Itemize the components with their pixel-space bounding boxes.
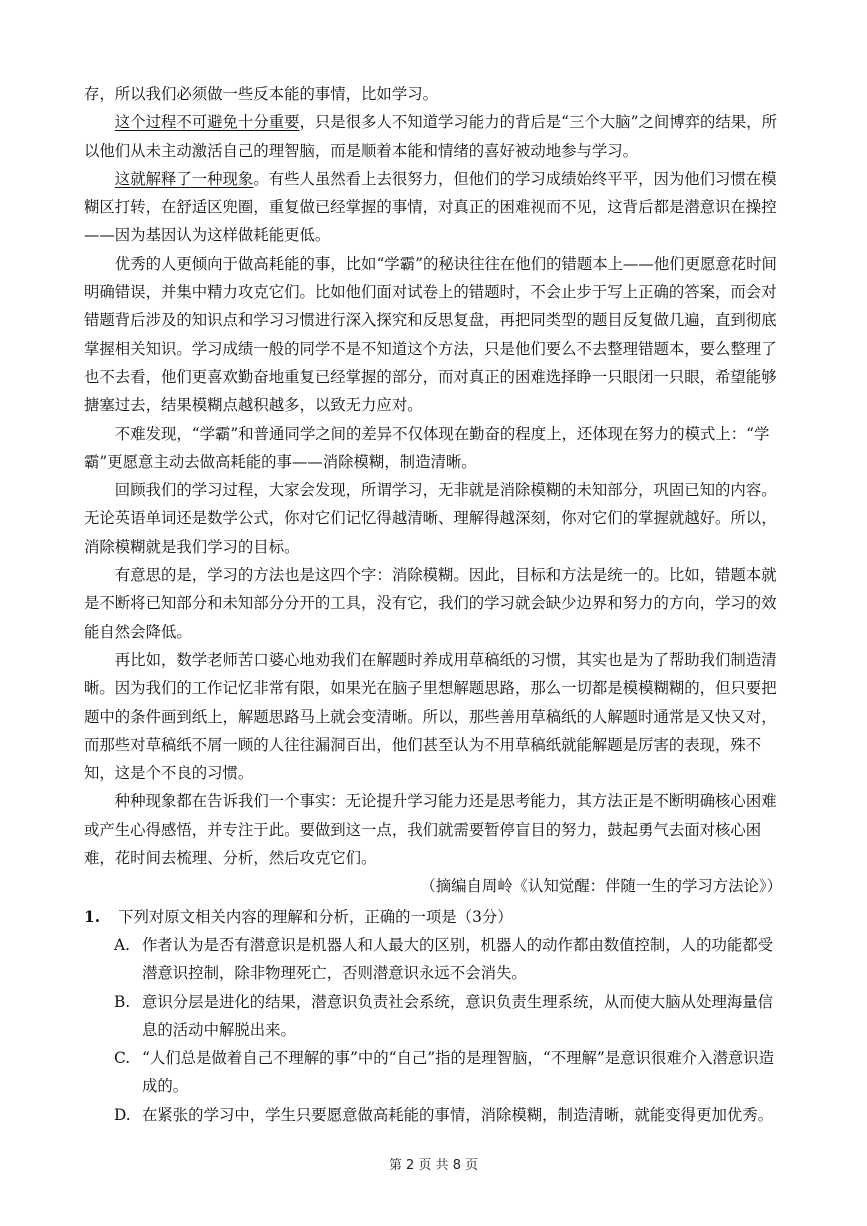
option-c — [114, 1044, 786, 1101]
option-text: 意识分层是进化的结果，潜意识负责社会系统，意识负责生理系统，从而使大脑从处理海量信息的活动中解脱出来。 — [142, 992, 774, 1039]
paragraph-6: 回顾我们的学习过程，大家会发现，所谓学习，无非就是消除模糊的未知部分，巩固已知的内容。无论英语单词还是数学公式，你对它们记忆得越清晰、理解得越深刻，你对它们的掌握就越好。所以，消除模糊就是我们学习的目标。 — [84, 481, 777, 556]
page-footer: 第 2 页 共 8 页 — [388, 1158, 479, 1173]
option-text: “人们总是做着自己不理解的事”中的“自己”指的是理智脑，“不理解”是意识很难介入潜意识造成的。 — [142, 1049, 775, 1096]
paragraph-5: 不难发现，“学霸”和普通同学之间的差异不仅体现在勤奋的程度上，还体现在努力的模式上：“学霸”更愿意主动去做高耗能的事——消除模糊，制造清晰。 — [84, 424, 770, 471]
paragraph-text: 。有些人虽然看上去很努力，但他们的学习成绩始终平平，因为他们习惯在模糊区打转，在舒适区兜圈，重复做已经掌握的事情，对真正的困难视而不见，这背后都是潜意识在操控——因为基因认为这样做耗能更低。 — [84, 169, 777, 245]
option-label: D. — [114, 1105, 131, 1124]
option-list — [114, 931, 786, 1129]
option-label: C. — [114, 1049, 131, 1068]
question-number: 1. — [84, 907, 101, 926]
underlined-phrase: 这个过程不可避免十分重要 — [114, 113, 300, 132]
option-label: A. — [114, 935, 131, 954]
question-text: 下列对原文相关内容的理解和分析，正确的一项是（3分） — [118, 907, 513, 926]
option-b — [114, 988, 786, 1045]
paragraph-9: 种种现象都在告诉我们一个事实：无论提升学习能力还是思考能力，其方法正是不断明确核心困难或产生心得感悟，并专注于此。要做到这一点，我们就需要暂停盲目的努力，鼓起勇气去面对核心困难，花时间去梳理、分析，然后攻克它们。 — [84, 792, 777, 868]
underlined-phrase: 这就解释了一种现象 — [114, 169, 254, 188]
question-stem — [84, 903, 786, 931]
option-text: 在紧张的学习中，学生只要愿意做高耗能的事情，消除模糊，制造清晰，就能变得更加优秀。 — [142, 1105, 774, 1124]
question-1 — [84, 903, 786, 1129]
paragraph-text: ，只是很多人不知道学习能力的背后是“三个大脑”之间博弈的结果，所以他们从未主动激活自己的理智脑，而是顺着本能和情绪的喜好被动地参与学习。 — [84, 113, 777, 160]
paragraph-3 — [84, 165, 786, 250]
option-a — [114, 931, 786, 988]
paragraph-4: 优秀的人更倾向于做高耗能的事，比如“学霸”的秘诀往往在他们的错题本上——他们更愿意花时间明确错误，并集中精力攻克它们。比如他们面对试卷上的错题时，不会止步于写上正确的答案，而会对错题背后涉及的知识点和学习习惯进行深入探究和反思复盘，再把同类型的题目反复做几遍，直到彻底掌握相关知识。学习成绩一般的同学不是不知道这个方法，只是他们要么不去整理错题本，要么整理了也不去看，他们更喜欢勤奋地重复已经掌握的部分，而对真正的困难选择睁一只眼闭一只眼，希望能够搪塞过去，结果模糊点越积越多，以致无力应对。 — [84, 254, 777, 415]
paragraph-7: 有意思的是，学习的方法也是这四个字：消除模糊。因此，目标和方法是统一的。比如，错题本就是不断将已知部分和未知部分分开的工具，没有它，我们的学习就会缺少边界和努力的方向，学习的效能自然会降低。 — [84, 566, 777, 641]
option-text: 作者认为是否有潜意识是机器人和人最大的区别，机器人的动作都由数值控制，人的功能都受潜意识控制，除非物理死亡，否则潜意识永远不会消失。 — [142, 935, 774, 983]
option-label: B. — [114, 992, 131, 1011]
paragraph-1: 存，所以我们必须做一些反本能的事情，比如学习。 — [84, 85, 438, 103]
source-citation: （摘编自周岭《认知觉醒：伴随一生的学习方法论》） — [420, 877, 782, 896]
paragraph-8: 再比如，数学老师苦口婆心地劝我们在解题时养成用草稿纸的习惯，其实也是为了帮助我们制造清晰。因为我们的工作记忆非常有限，如果光在脑子里想解题思路，那么一切都是模模糊糊的，但只要把题中的条件画到纸上，解题思路马上就会变清晰。所以，那些善用草稿纸的人解题时通常是又快又对，而那些对草稿纸不屑一顾的人往往漏洞百出，他们甚至认为不用草稿纸就能解题是厉害的表现，殊不知，这是个不良的习惯。 — [84, 650, 777, 783]
document-page — [84, 80, 786, 1129]
paragraph-2 — [84, 108, 786, 165]
option-d — [114, 1101, 786, 1129]
